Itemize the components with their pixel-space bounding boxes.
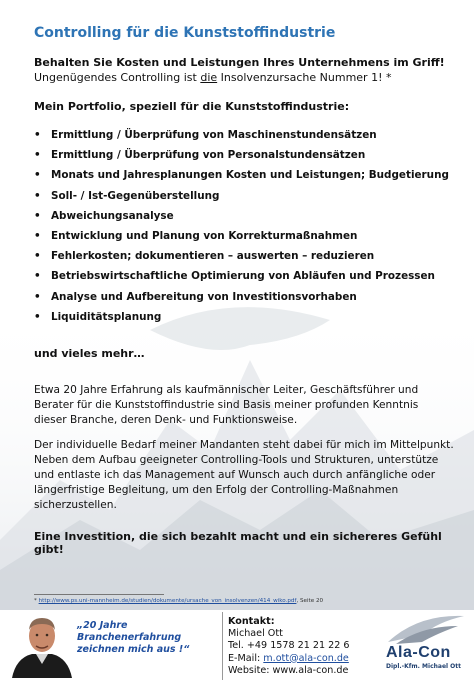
intro-text-after: Insolvenzursache Nummer 1! * — [217, 71, 392, 84]
contact-email-row — [228, 653, 350, 665]
footnote-marker: * — [34, 598, 37, 604]
intro-headline: Behalten Sie Kosten und Leistungen Ihres Unternehmens im Griff! — [34, 56, 445, 69]
contact-name: Michael Ott — [228, 628, 283, 640]
bullet-icon: • — [34, 169, 41, 182]
portfolio-list — [34, 128, 454, 330]
portfolio-item — [34, 148, 454, 168]
portfolio-item-label: Soll- / Ist-Gegenüberstellung — [51, 189, 220, 202]
bullet-icon: • — [34, 270, 41, 283]
portfolio-item-label: Ermittlung / Überprüfung von Maschinenstundensätzen — [51, 129, 377, 141]
portfolio-item — [34, 229, 454, 249]
portfolio-item — [34, 290, 454, 310]
document-title: Controlling für die Kunststoffindustrie — [34, 25, 336, 41]
portfolio-item-label: Betriebswirtschaftliche Optimierung von Abläufen und Prozessen — [51, 270, 435, 283]
footnote-page: , Seite 20 — [296, 598, 324, 604]
experience-quote: „20 Jahre Branchenerfahrung zeichnen mich aus !“ — [77, 620, 190, 655]
intro-text-before: Ungenügendes Controlling ist — [34, 71, 201, 84]
bullet-icon: • — [34, 129, 41, 141]
portrait-photo — [8, 612, 76, 678]
portfolio-item — [34, 189, 454, 209]
logo-subtitle: Dipl.-Kfm. Michael Ott — [386, 663, 461, 670]
portfolio-item-label: Liquiditätsplanung — [51, 310, 162, 323]
footer-divider — [222, 612, 223, 680]
bullet-icon: • — [34, 149, 41, 162]
intro-text-underlined: die — [200, 71, 218, 84]
bullet-icon: • — [34, 250, 41, 263]
portfolio-item — [34, 310, 454, 330]
portfolio-item — [34, 168, 454, 188]
portfolio-item-label: Analyse und Aufbereitung von Investitionsvorhaben — [51, 290, 357, 303]
contact-website[interactable]: Website: www.ala-con.de — [228, 664, 349, 676]
portfolio-item-label: Fehlerkosten; dokumentieren – auswerten – reduzieren — [51, 250, 375, 263]
email-label: E-Mail: — [228, 652, 264, 664]
bullet-icon: • — [34, 229, 41, 242]
and-more-text: und vieles mehr… — [34, 347, 145, 360]
contact-phone: Tel. +49 1578 21 21 22 6 — [228, 640, 350, 652]
bullet-icon: • — [34, 290, 41, 303]
bullet-icon: • — [34, 310, 41, 323]
portfolio-item-label: Entwicklung und Planung von Korrekturmaßnahmen — [51, 229, 358, 242]
client-needs-paragraph: Der individuelle Bedarf meiner Mandanten steht dabei für mich im Mittelpunkt. Neben dem Aufbau geeigneter Controlling-Tools und Strukturen, unterstütze und entlaste ich das Management auf Wunsch auch durch anfängliche oder längerfristige Begleitung, um den Erfolg der Controlling-Maßnahmen sicherzustellen. — [34, 439, 454, 511]
email-link[interactable]: m.ott@ala-con.de — [263, 652, 349, 664]
footnote-source-link[interactable]: http://www.ps.uni-mannheim.de/studien/dokumente/ursache_von_insolvenzen/414_wiko.pdf — [38, 598, 297, 604]
portfolio-item — [34, 128, 454, 148]
experience-paragraph: Etwa 20 Jahre Erfahrung als kaufmännischer Leiter, Geschäftsführer und Berater für die Kunststoffindustrie sind Basis meiner profunden Kenntnis dieser Branche, deren Denk- und Funktionsweise. — [34, 384, 419, 426]
logo-wordmark: Ala-Con — [386, 644, 451, 661]
intro-block — [34, 55, 445, 85]
portfolio-item — [34, 209, 454, 229]
portfolio-heading: Mein Portfolio, speziell für die Kunststoffindustrie: — [34, 100, 350, 113]
bullet-icon: • — [34, 189, 41, 202]
contact-block — [228, 616, 350, 677]
portfolio-item — [34, 249, 454, 269]
portfolio-item — [34, 269, 454, 289]
footnote-divider — [34, 594, 164, 595]
portfolio-item-label: Abweichungsanalyse — [51, 209, 174, 222]
footnote — [34, 598, 323, 604]
bullet-icon: • — [34, 209, 41, 222]
portfolio-item-label: Monats und Jahresplanungen Kosten und Leistungen; Budgetierung — [51, 169, 449, 182]
investment-slogan: Eine Investition, die sich bezahlt macht und ein sichereres Gefühl gibt! — [34, 530, 442, 556]
portfolio-item-label: Ermittlung / Überprüfung von Personalstundensätzen — [51, 149, 366, 162]
contact-label: Kontakt: — [228, 616, 275, 627]
